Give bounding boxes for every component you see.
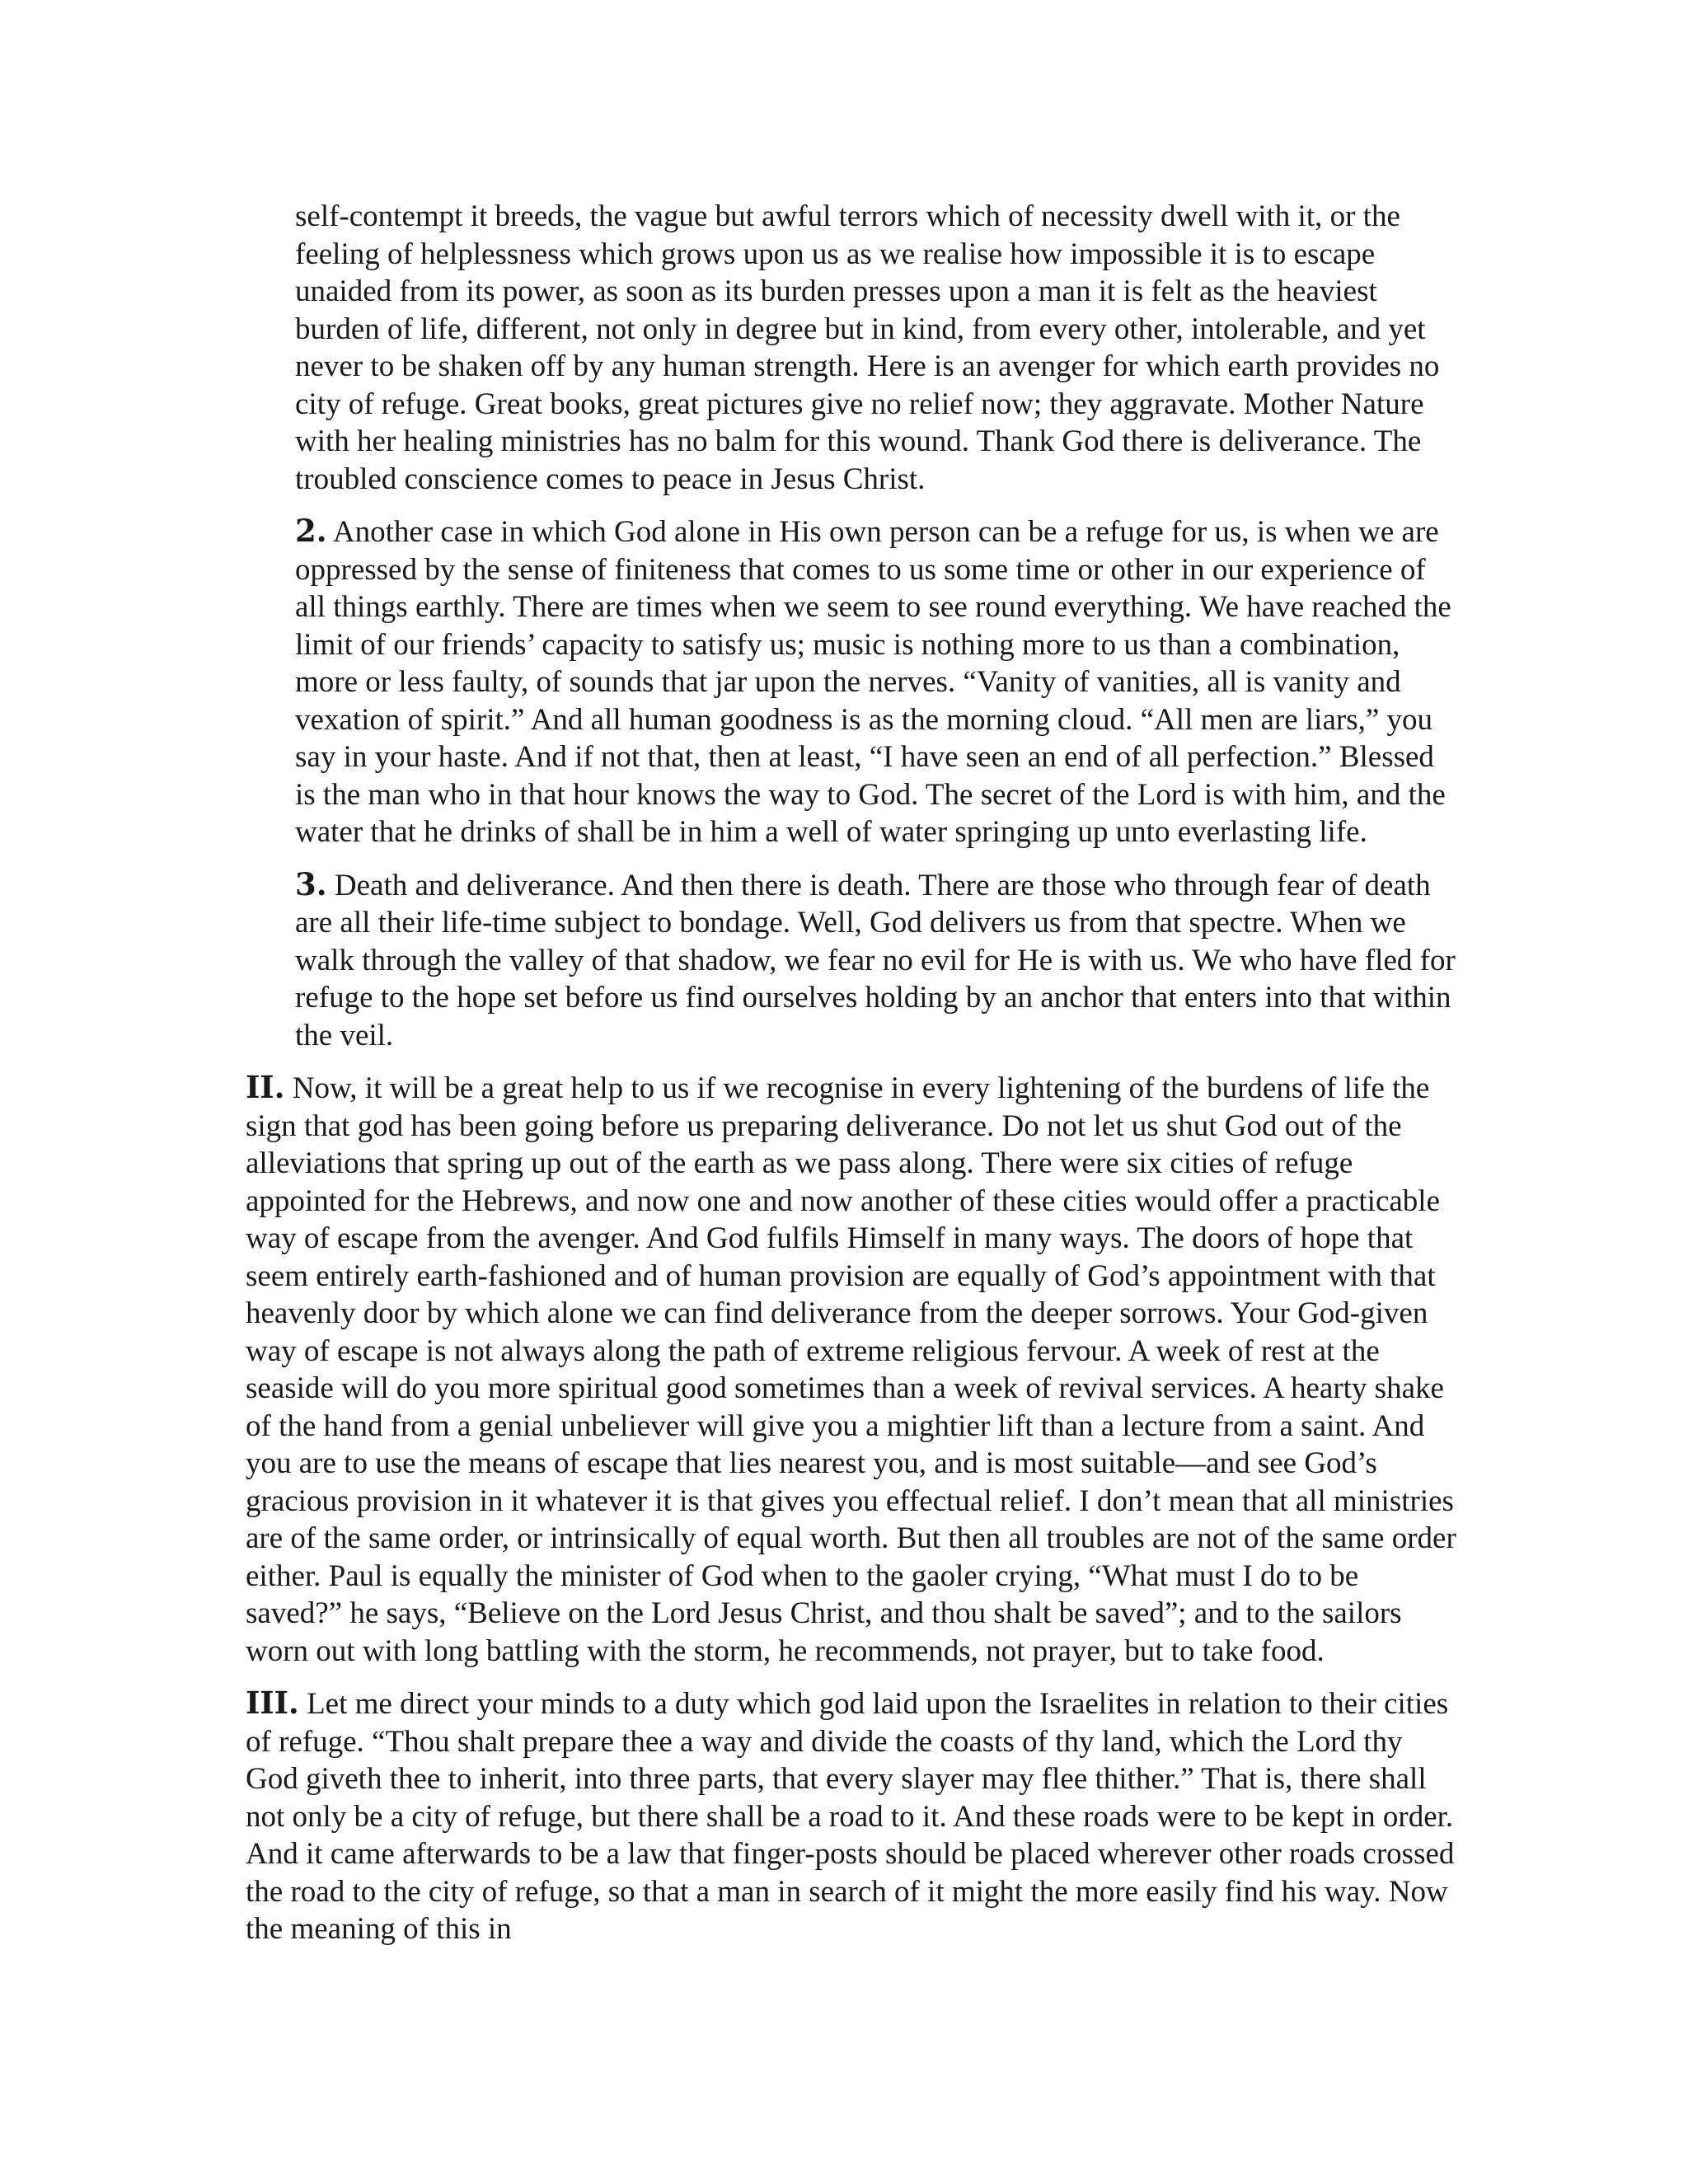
section-numeral: III.	[246, 1685, 299, 1721]
paragraph-conscience	[295, 198, 1457, 498]
section-numeral: II.	[246, 1069, 285, 1105]
paragraph-point-3	[295, 866, 1457, 1055]
point-number: 2.	[295, 513, 327, 549]
paragraph-point-2	[295, 513, 1457, 851]
paragraph-text: self-contempt it breeds, the vague but awful terrors which of necessity dwell with it, or the feeling of helplessness which grows upon us as we realise how impossible it is to escape unaided from its power, as soon as its burden presses upon a man it is felt as the heaviest burden of life, different, not only in degree but in kind, from every other, intolerable, and yet never to be shaken off by any human strength. Here is an avenger for which earth provides no city of refuge. Great books, great pictures give no relief now; they aggravate. Mother Nature with her healing ministries has no balm for this wound. Thank God there is deliverance. The troubled conscience comes to peace in Jesus Christ.	[295, 199, 1440, 496]
point-number: 3.	[295, 865, 327, 902]
paragraph-section-ii	[246, 1069, 1457, 1670]
paragraph-text: Now, it will be a great help to us if we recognise in every lightening of the burdens of life the sign that god has been going before us preparing deliverance. Do not let us shut God out of the alleviations that spring up out of the earth as we pass along. There were six cities of refuge appointed for the Hebrews, and now one and now another of these cities would offer a practicable way of escape from the avenger. And God fulfils Himself in many ways. The doors of hope that seem entirely earth-fashioned and of human provision are equally of God’s appointment with that heavenly door by which alone we can find deliverance from the deeper sorrows. Your God-given way of escape is not always along the path of extreme religious fervour. A week of rest at the seaside will do you more spiritual good sometimes than a week of revival services. A hearty shake of the hand from a genial unbeliever will give you a mightier lift than a lecture from a saint. And you are to use the means of escape that lies nearest you, and is most suitable—and see God’s gracious provision in it whatever it is that gives you effectual relief. I don’t mean that all ministries are of the same order, or intrinsically of equal worth. But then all troubles are not of the same order either. Paul is equally the minister of God when to the gaoler crying, “What must I do to be saved?” he says, “Believe on the Lord Jesus Christ, and thou shalt be saved”; and to the sailors worn out with long battling with the storm, he recommends, not prayer, but to take food.	[246, 1071, 1456, 1668]
paragraph-section-iii	[246, 1685, 1457, 1948]
body-text	[246, 198, 1457, 1963]
paragraph-text: Let me direct your minds to a duty which god laid upon the Israelites in relation to their cities of refuge. “Thou shalt prepare thee a way and divide the coasts of thy land, which the Lord thy God giveth thee to inherit, into three parts, that every slayer may flee thither.” That is, there shall not only be a city of refuge, but there shall be a road to it. And these roads were to be kept in order. And it came afterwards to be a law that finger-posts should be placed wherever other roads crossed the road to the city of refuge, so that a man in search of it might the more easily find his way. Now the meaning of this in	[246, 1687, 1455, 1946]
paragraph-text: Death and deliverance. And then there is death. There are those who through fear of death are all their life-time subject to bondage. Well, God delivers us from that spectre. When we walk through the valley of that shadow, we fear no evil for He is with us. We who have fled for refuge to the hope set before us find ourselves holding by an anchor that enters into that within the veil.	[295, 868, 1456, 1052]
paragraph-text: Another case in which God alone in His own person can be a refuge for us, is when we are oppressed by the sense of finiteness that comes to us some time or other in our experience of all things earthly. There are times when we seem to see round everything. We have reached the limit of our friends’ capacity to satisfy us; music is nothing more to us than a combination, more or less faulty, of sounds that jar upon the nerves. “Vanity of vanities, all is vanity and vexation of spirit.” And all human goodness is as the morning cloud. “All men are liars,” you say in your haste. And if not that, then at least, “I have seen an end of all perfection.” Blessed is the man who in that hour knows the way to God. The secret of the Lord is with him, and the water that he drinks of shall be in him a well of water springing up unto everlasting life.	[295, 515, 1451, 849]
